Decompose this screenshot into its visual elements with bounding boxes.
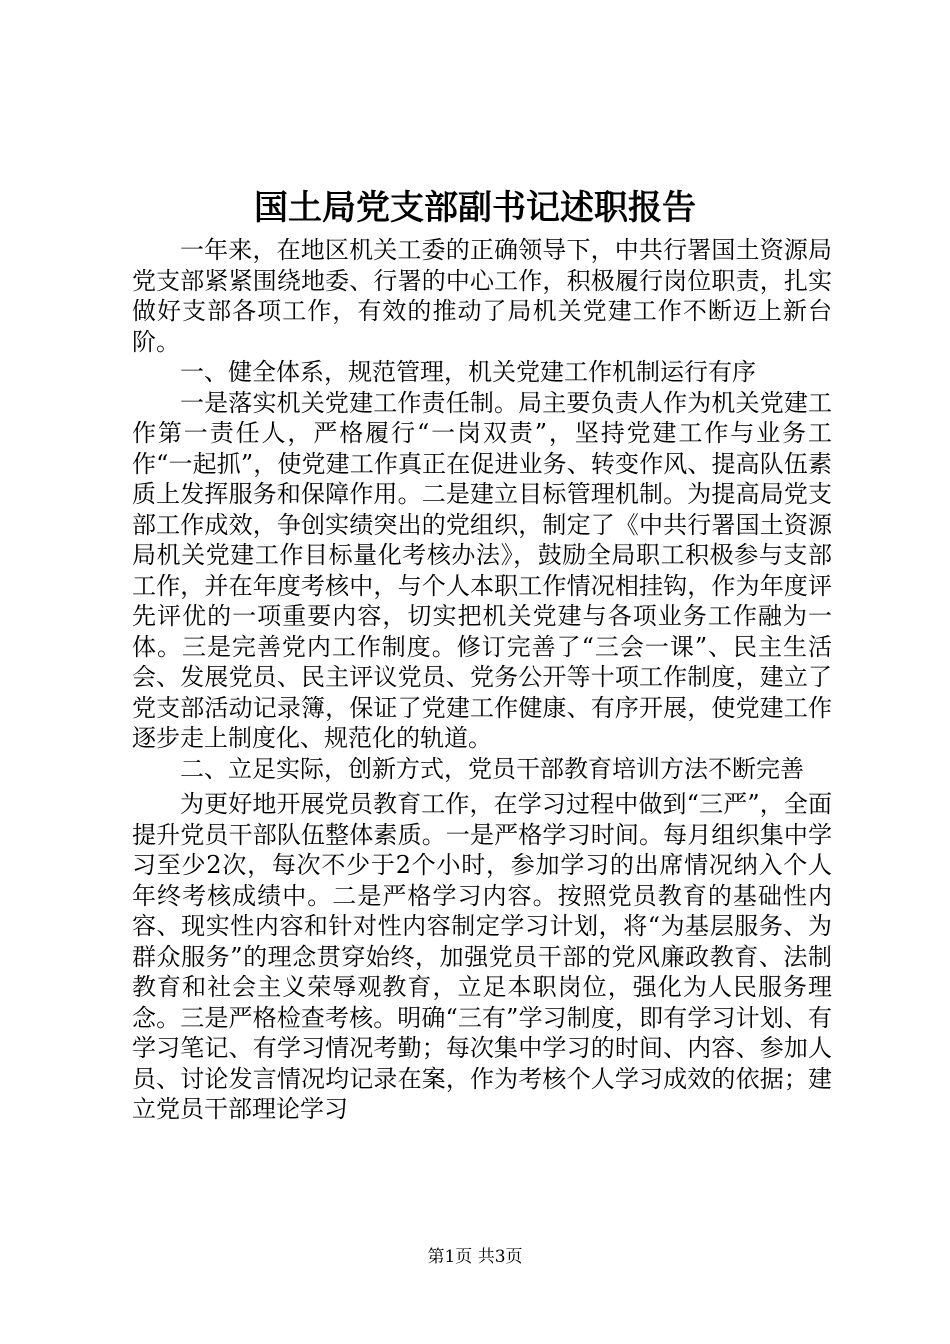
document-body xyxy=(132,235,832,1125)
document-title: 国土局党支部副书记述职报告 xyxy=(254,188,696,228)
paragraph-section-2: 为更好地开展党员教育工作，在学习过程中做到“三严”，全面提升党员干部队伍整体素质。一是严格学习时间。每月组织集中学习至少2次，每次不少于2个小时，参加学习的出席情况纳入个人年终考核成绩中。二是严格学习内容。按照党员教育的基础性内容、现实性内容和针对性内容制定学习计划，将“为基层服务、为群众服务”的理念贯穿始终，加强党员干部的党风廉政教育、法制教育和社会主义荣辱观教育，立足本职岗位，强化为人民服务理念。三是严格检查考核。明确“三有”学习制度，即有学习计划、有学习笔记、有学习情况考勤；每次集中学习的时间、内容、参加人员、讨论发言情况均记录在案，作为考核个人学习成效的依据；建立党员干部理论学习 xyxy=(132,790,832,1123)
paragraph-section-1: 一是落实机关党建工作责任制。局主要负责人作为机关党建工作第一责任人，严格履行“一岗双责”，坚持党建工作与业务工作“一起抓”，使党建工作真正在促进业务、转变作风、提高队伍素质上发挥服务和保障作用。二是建立目标管理机制。为提高局党支部工作成效，争创实绩突出的党组织，制定了《中共行署国土资源局机关党建工作目标量化考核办法》，鼓励全局职工积极参与支部工作，并在年度考核中，与个人本职工作情况相挂钩，作为年度评先评优的一项重要内容，切实把机关党建与各项业务工作融为一体。三是完善党内工作制度。修订完善了“三会一课”、民主生活会、发展党员、民主评议党员、党务公开等十项工作制度，建立了党支部活动记录簿，保证了党建工作健康、有序开展，使党建工作逐步走上制度化、规范化的轨道。 xyxy=(132,388,832,752)
page-number-footer: 第1页 共3页 xyxy=(427,1247,523,1267)
paragraph-intro: 一年来，在地区机关工委的正确领导下，中共行署国土资源局党支部紧紧围绕地委、行署的中心工作，积极履行岗位职责，扎实做好支部各项工作，有效的推动了局机关党建工作不断迈上新台阶。 xyxy=(132,236,832,356)
section-heading-1: 一、健全体系，规范管理，机关党建工作机制运行有序 xyxy=(180,358,756,386)
section-heading-2: 二、立足实际，创新方式，党员干部教育培训方法不断完善 xyxy=(180,754,804,783)
